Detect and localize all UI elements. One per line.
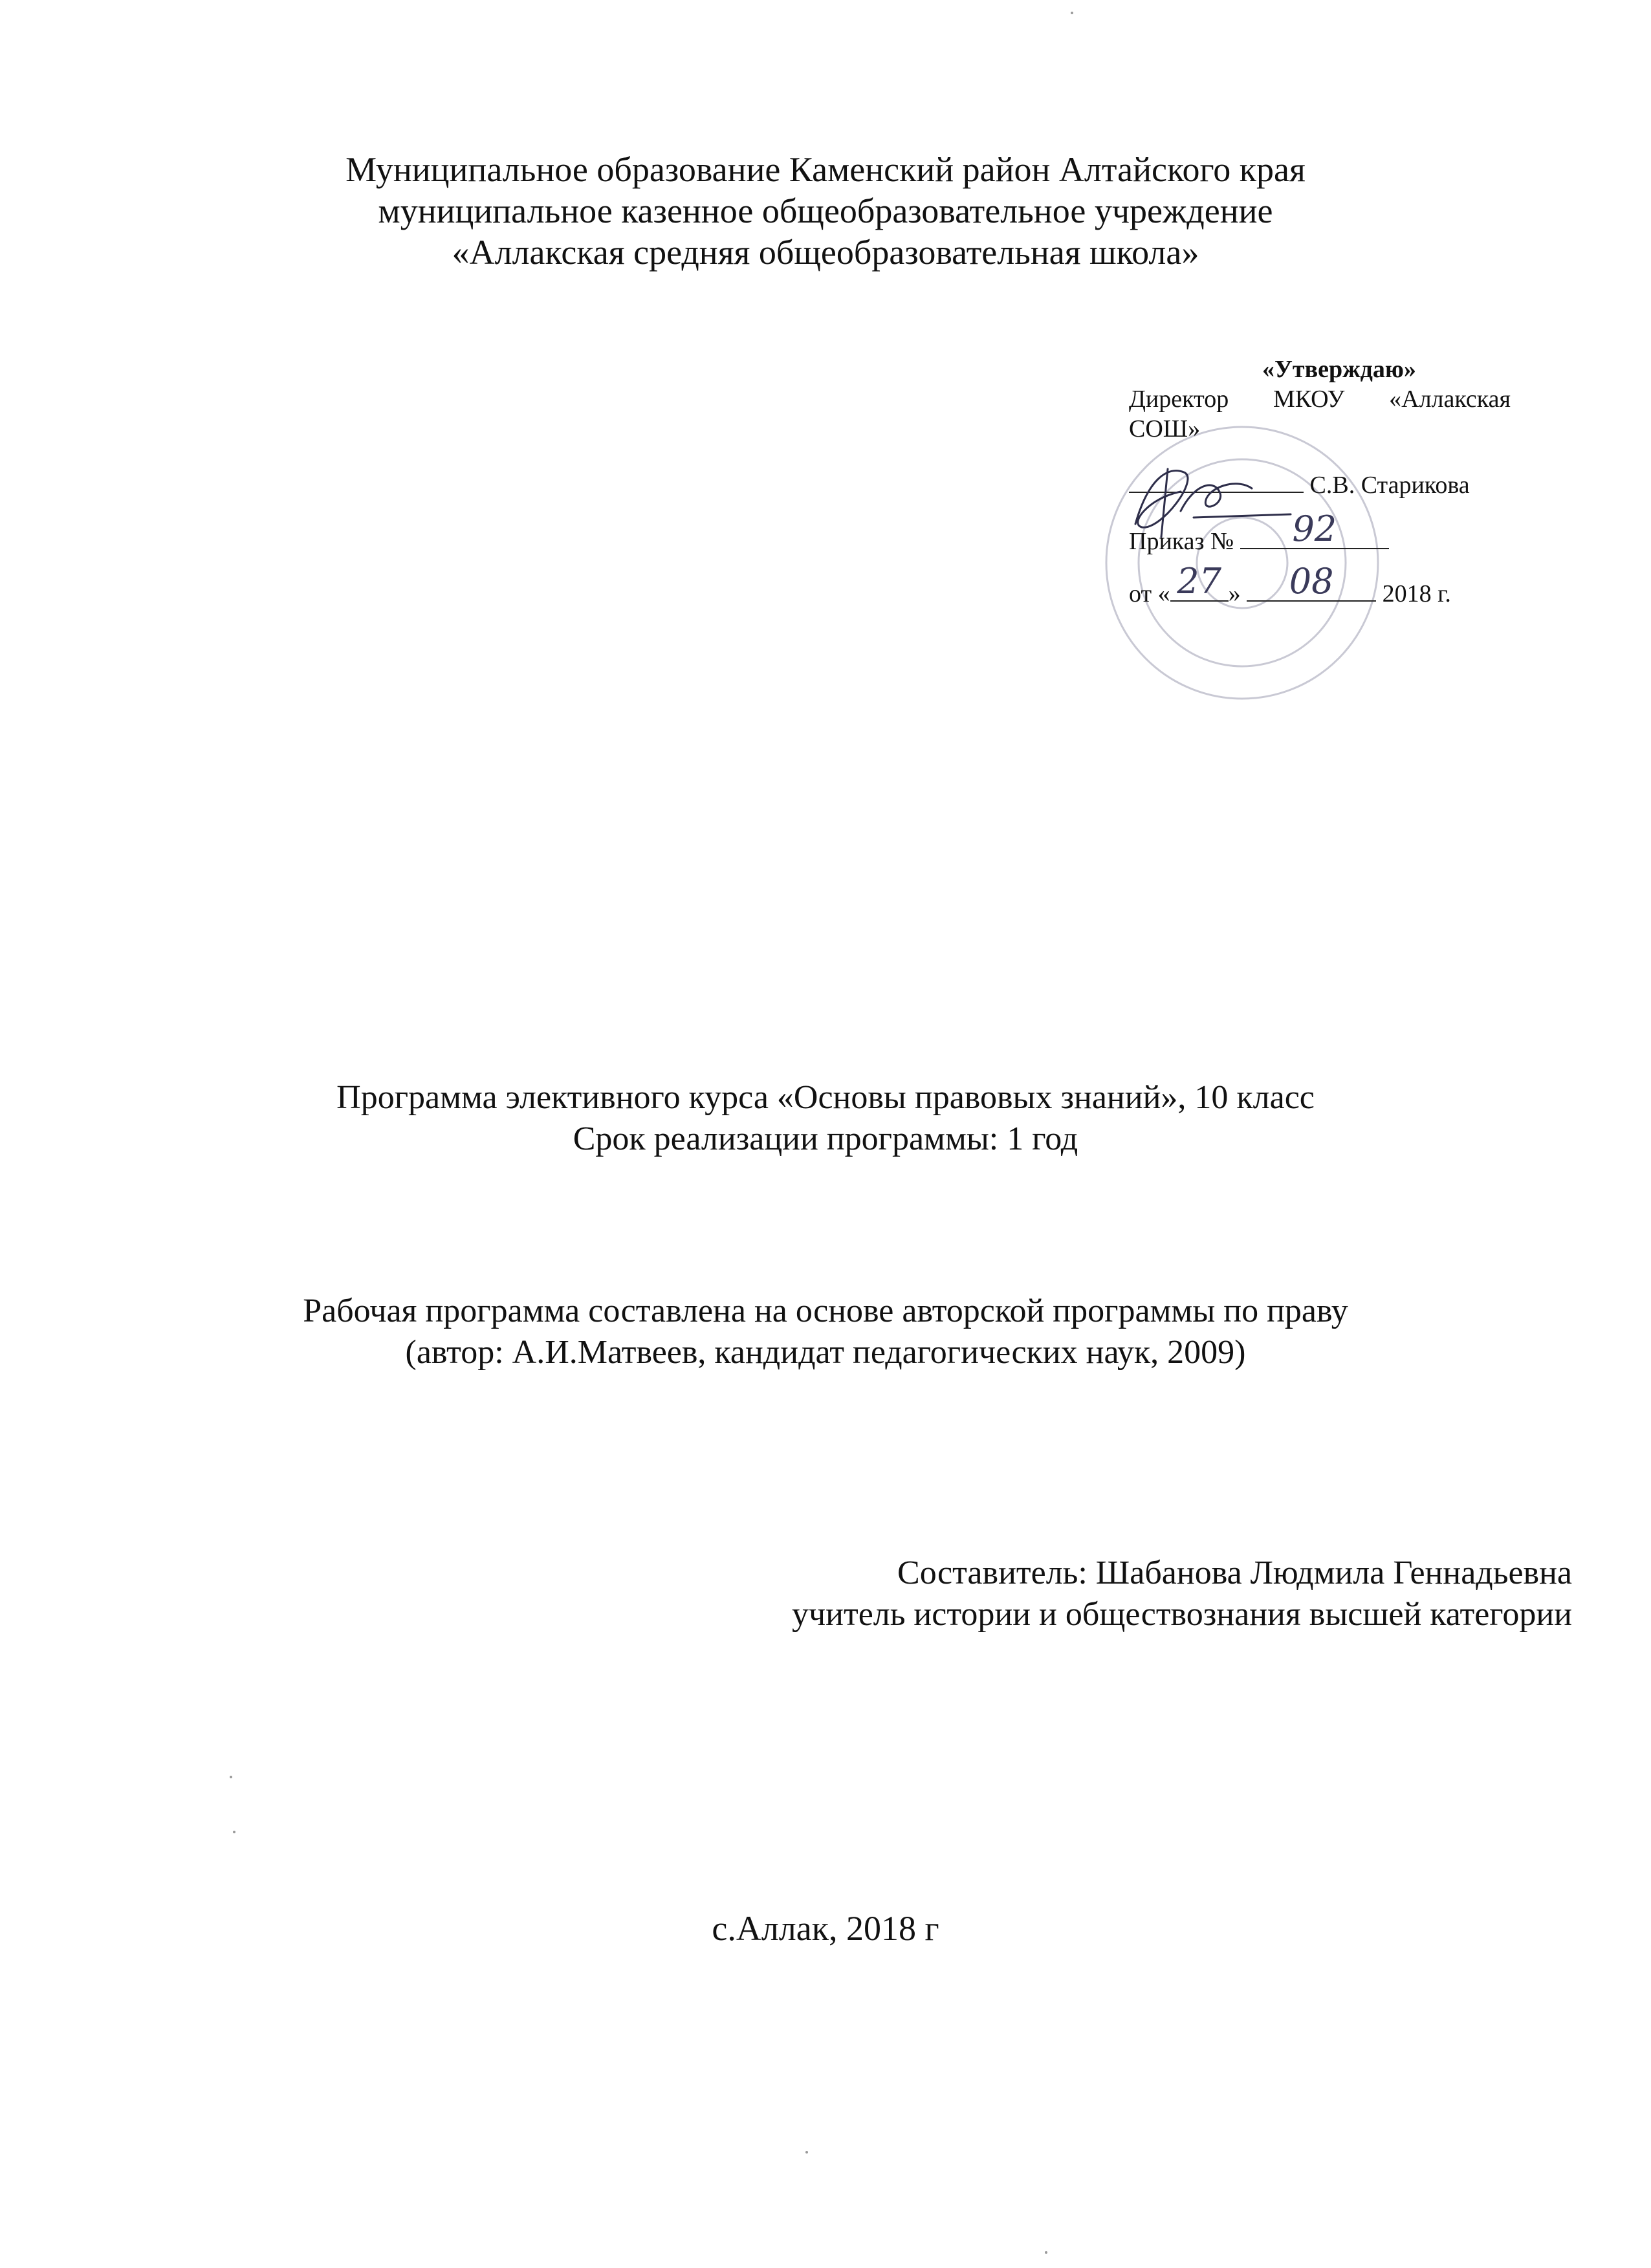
compiler-name: Составитель: Шабанова Людмила Геннадьевна (897, 1554, 1572, 1591)
director-title: Директор МКОУ «Аллакская (1129, 386, 1511, 413)
date-mid: » (1228, 580, 1241, 607)
municipality-line: Муниципальное образование Каменский район Алтайского края (345, 150, 1306, 189)
program-author: (автор: А.И.Матвеев, кандидат педагогических наук, 2009) (405, 1334, 1246, 1371)
date-year: 2018 г. (1382, 580, 1451, 607)
date-line (1129, 561, 1511, 609)
director-title-cont: СОШ» (1129, 415, 1201, 442)
order-number-handwritten: 92 (1292, 508, 1337, 549)
program-basis-block (0, 1291, 1651, 1373)
signatory-name: С.В. Старикова (1309, 472, 1470, 499)
place-year: с.Аллак, 2018 г (712, 1909, 939, 1948)
institution-type-line: муниципальное казенное общеобразовательное учреждение (378, 191, 1273, 230)
date-day-field (1170, 561, 1229, 602)
compiler-position: учитель истории и обществознания высшей категории (791, 1596, 1572, 1633)
date-day-handwritten: 27 (1177, 561, 1221, 602)
program-duration: Срок реализации программы: 1 год (573, 1120, 1078, 1157)
approval-heading: «Утверждаю» (1262, 356, 1416, 383)
date-month-handwritten: 08 (1289, 561, 1334, 602)
compiler-block (582, 1553, 1572, 1635)
institution-header (0, 149, 1651, 273)
program-title-block (0, 1077, 1651, 1160)
date-month-field (1247, 561, 1376, 602)
school-name-line: «Аллакская средняя общеобразовательная школа» (452, 233, 1199, 272)
date-prefix: от « (1129, 580, 1170, 607)
program-basis: Рабочая программа составлена на основе авторской программы по праву (303, 1292, 1348, 1329)
order-label: Приказ № (1129, 528, 1234, 555)
director-signature (1122, 453, 1317, 543)
program-title: Программа элективного курса «Основы правовых знаний», 10 класс (336, 1079, 1315, 1116)
